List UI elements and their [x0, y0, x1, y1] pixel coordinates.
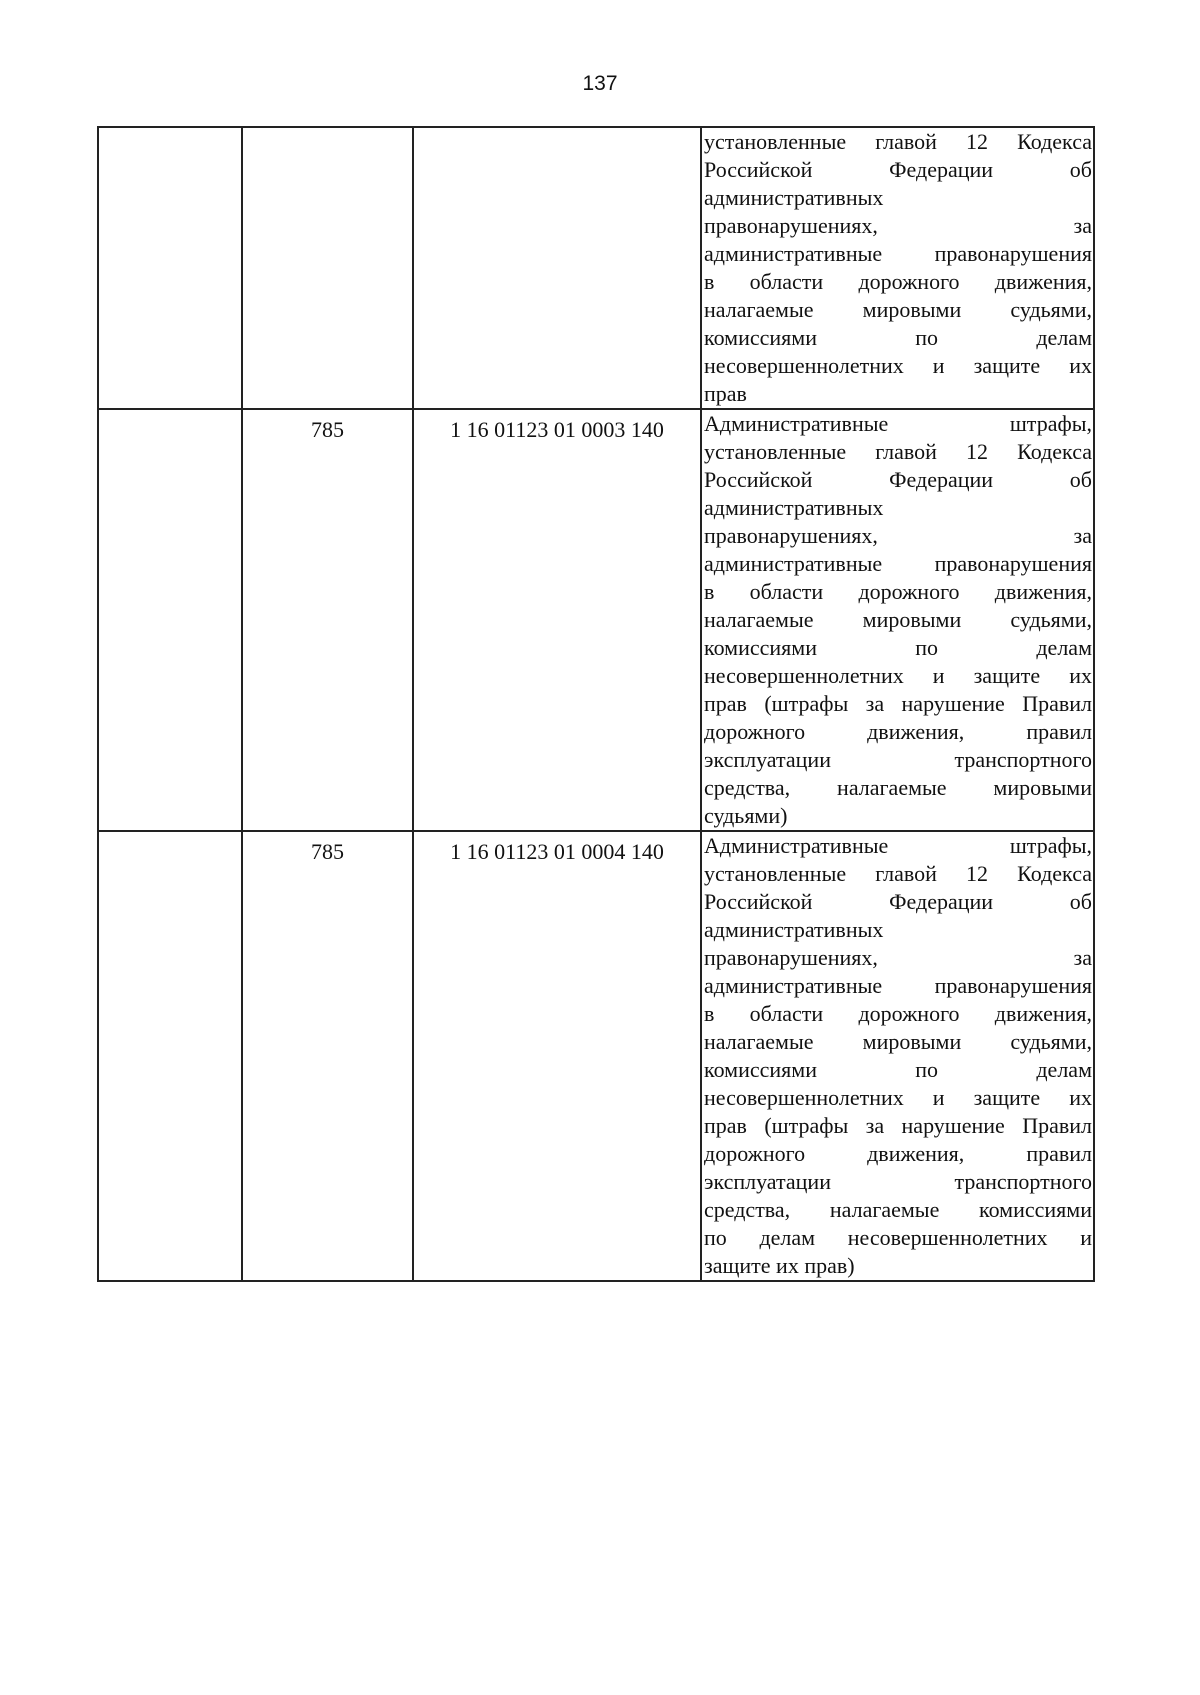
- table-row: [98, 831, 1094, 1281]
- description-line: правонарушениях, за: [704, 945, 1092, 970]
- admin-code-cell: 785: [242, 831, 413, 1281]
- description-line: налагаемые мировыми судьями,: [704, 607, 1092, 632]
- description-line: эксплуатации транспортного: [704, 747, 1092, 772]
- description-line: несовершеннолетних и защите их: [704, 663, 1092, 688]
- table-row: [98, 409, 1094, 831]
- description-line: судьями): [704, 803, 788, 828]
- description-line: административные правонарушения: [704, 973, 1092, 998]
- empty-cell: [98, 409, 242, 831]
- description-line: административных: [704, 917, 884, 942]
- table-body: [98, 127, 1094, 1281]
- description-line: дорожного движения, правил: [704, 1141, 1092, 1166]
- description-line: административных: [704, 185, 884, 210]
- empty-cell: [98, 831, 242, 1281]
- description-line: средства, налагаемые комиссиями: [704, 1197, 1092, 1222]
- description-line: правонарушениях, за: [704, 523, 1092, 548]
- description-line: прав: [704, 381, 747, 406]
- description-line: дорожного движения, правил: [704, 719, 1092, 744]
- description-cell: [701, 409, 1094, 831]
- description-line: комиссиями по делам: [704, 635, 1092, 660]
- admin-code-cell: [242, 127, 413, 409]
- kbk-code-cell: 1 16 01123 01 0004 140: [413, 831, 701, 1281]
- description-line: административные правонарушения: [704, 241, 1092, 266]
- description-line: административные правонарушения: [704, 551, 1092, 576]
- description-line: Российской Федерации об: [704, 157, 1092, 182]
- page-number: 137: [582, 72, 618, 95]
- description-line: Российской Федерации об: [704, 467, 1092, 492]
- description-line: установленные главой 12 Кодекса: [704, 439, 1092, 464]
- description-line: защите их прав): [704, 1253, 855, 1278]
- description-line: Административные штрафы,: [704, 411, 1092, 436]
- description-line: несовершеннолетних и защите их: [704, 1085, 1092, 1110]
- description-line: средства, налагаемые мировыми: [704, 775, 1092, 800]
- description-line: административных: [704, 495, 884, 520]
- table-row: [98, 127, 1094, 409]
- description-cell: [701, 127, 1094, 409]
- description-line: прав (штрафы за нарушение Правил: [704, 691, 1092, 716]
- budget-code-table: [97, 126, 1095, 1282]
- description-line: комиссиями по делам: [704, 1057, 1092, 1082]
- description-line: установленные главой 12 Кодекса: [704, 129, 1092, 154]
- description-line: налагаемые мировыми судьями,: [704, 297, 1092, 322]
- description-line: эксплуатации транспортного: [704, 1169, 1092, 1194]
- description-line: правонарушениях, за: [704, 213, 1092, 238]
- description-line: установленные главой 12 Кодекса: [704, 861, 1092, 886]
- admin-code-cell: 785: [242, 409, 413, 831]
- description-line: Российской Федерации об: [704, 889, 1092, 914]
- description-line: в области дорожного движения,: [704, 1001, 1092, 1026]
- kbk-code-cell: [413, 127, 701, 409]
- empty-cell: [98, 127, 242, 409]
- description-cell: [701, 831, 1094, 1281]
- description-line: в области дорожного движения,: [704, 579, 1092, 604]
- kbk-code-cell: 1 16 01123 01 0003 140: [413, 409, 701, 831]
- description-line: несовершеннолетних и защите их: [704, 353, 1092, 378]
- description-line: Административные штрафы,: [704, 833, 1092, 858]
- description-line: в области дорожного движения,: [704, 269, 1092, 294]
- description-line: по делам несовершеннолетних и: [704, 1225, 1092, 1250]
- description-line: комиссиями по делам: [704, 325, 1092, 350]
- description-line: прав (штрафы за нарушение Правил: [704, 1113, 1092, 1138]
- description-line: налагаемые мировыми судьями,: [704, 1029, 1092, 1054]
